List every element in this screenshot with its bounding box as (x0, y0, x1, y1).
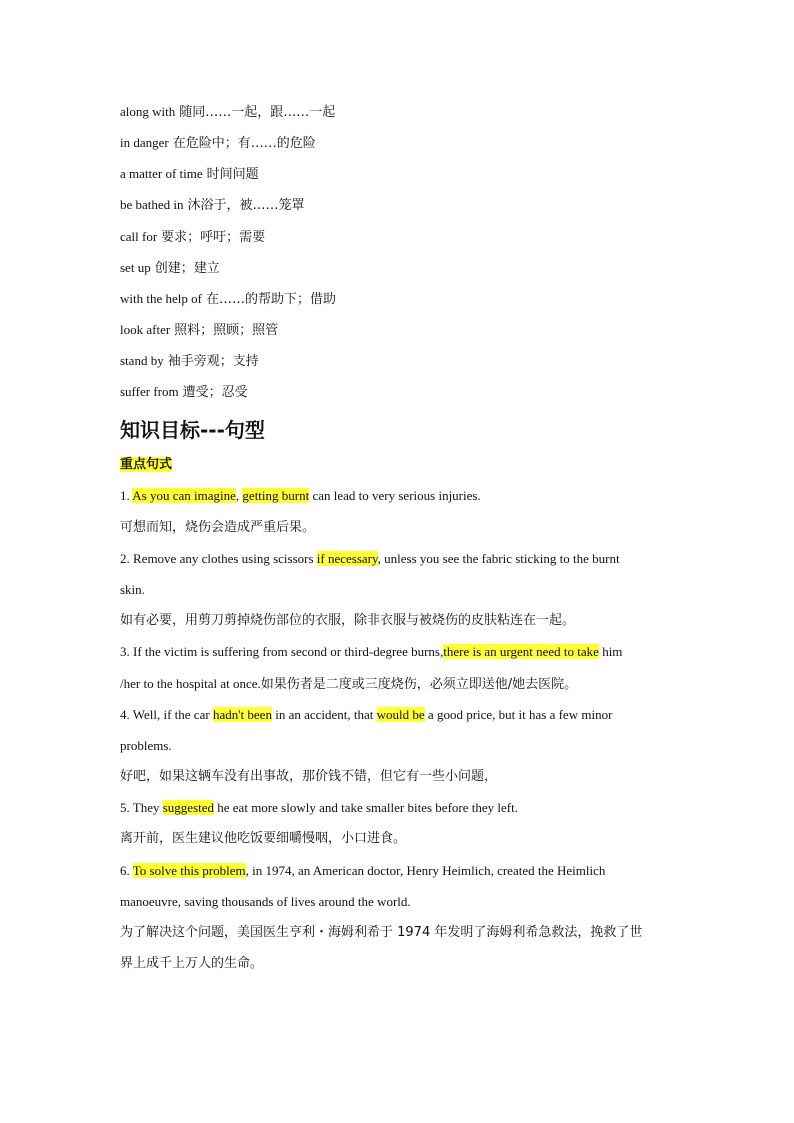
sentence-1: 1. As you can imagine, getting burnt can lead to very serious injuries. (120, 488, 481, 503)
phrase-en: look after (120, 322, 171, 337)
highlight: To solve this problem (132, 863, 246, 878)
sentence-4-continued: problems. (120, 738, 172, 753)
highlight: there is an urgent need to take (443, 644, 599, 659)
sentence-1-translation: 可想而知，烧伤会造成严重后果。 (120, 520, 316, 535)
sentence-5: 5. They suggested he eat more slowly and take smaller bites before they left. (120, 800, 518, 815)
phrase-en: stand by (120, 353, 164, 368)
phrase-item (120, 195, 305, 216)
phrase-item (120, 258, 220, 279)
phrase-en: suffer from (120, 384, 179, 399)
phrase-cn: 沐浴于，被……笼罩 (187, 198, 305, 213)
phrase-en: be bathed in (120, 197, 184, 212)
phrase-en: set up (120, 260, 151, 275)
phrase-en: with the help of (120, 291, 202, 306)
subsection-title-text: 重点句式 (120, 457, 173, 472)
highlight: would be (376, 707, 425, 722)
phrase-cn: 时间问题 (206, 167, 259, 182)
phrase-item (120, 289, 336, 310)
highlight: getting burnt (242, 488, 310, 503)
phrase-cn: 照料；照顾；照管 (174, 323, 279, 338)
phrase-item (120, 351, 259, 372)
sentence-5-translation: 离开前，医生建议他吃饭要细嚼慢咽，小口进食。 (120, 831, 407, 846)
highlight: As you can imagine (132, 488, 236, 503)
phrase-en: in danger (120, 135, 169, 150)
phrase-item (120, 227, 265, 248)
section-title: 知识目标---句型 (120, 418, 265, 442)
highlight: hadn't been (212, 707, 272, 722)
highlight: suggested (162, 800, 215, 815)
phrase-en: a matter of time (120, 166, 203, 181)
sentence-4-translation: 好吧，如果这辆车没有出事故，那价钱不错，但它有一些小问题， (120, 769, 498, 784)
sentence-6-continued: manoeuvre, saving thousands of lives around the world. (120, 894, 411, 909)
phrase-cn: 袖手旁观；支持 (167, 354, 259, 369)
phrase-cn: 遭受；忍受 (182, 385, 248, 400)
subsection-title (120, 456, 172, 474)
phrase-cn: 在……的帮助下；借助 (205, 292, 336, 307)
phrase-item (120, 382, 248, 403)
highlight: if necessary (316, 551, 378, 566)
phrase-en: along with (120, 104, 176, 119)
phrase-item (120, 133, 316, 154)
phrase-item (120, 320, 278, 341)
phrase-item (120, 164, 259, 185)
sentence-2-continued: skin. (120, 582, 145, 597)
sentence-6-translation-continued: 界上成千上万人的生命。 (120, 956, 264, 971)
sentence-3-translation: 如果伤者是二度或三度烧伤，必须立即送他/她去医院。 (260, 677, 578, 692)
sentence-6-translation: 为了解决这个问题，美国医生亨利・海姆利希于 1974 年发明了海姆利希急救法，挽救了世 (120, 925, 643, 940)
phrase-cn: 要求；呼吁；需要 (161, 230, 266, 245)
sentence-4: 4. Well, if the car hadn't been in an accident, that would be a good price, but it has a few minor (120, 707, 613, 722)
phrase-item (120, 102, 335, 123)
sentence-6: 6. To solve this problem, in 1974, an American doctor, Henry Heimlich, created the Heimlich (120, 863, 606, 878)
sentence-2-translation: 如有必要，用剪刀剪掉烧伤部位的衣服，除非衣服与被烧伤的皮肤粘连在一起。 (120, 613, 576, 628)
phrase-cn: 创建；建立 (154, 261, 220, 276)
sentence-3-continued: /her to the hospital at once.如果伤者是二度或三度烧伤，必须立即送他/她去医院。 (120, 676, 578, 692)
phrase-cn: 在危险中；有……的危险 (172, 136, 316, 151)
sentence-3: 3. If the victim is suffering from second or third-degree burns,there is an urgent need to take him (120, 644, 623, 659)
sentence-2: 2. Remove any clothes using scissors if necessary, unless you see the fabric sticking to the burnt (120, 551, 620, 566)
phrase-cn: 随同……一起，跟……一起 (179, 105, 336, 120)
phrase-en: call for (120, 229, 158, 244)
